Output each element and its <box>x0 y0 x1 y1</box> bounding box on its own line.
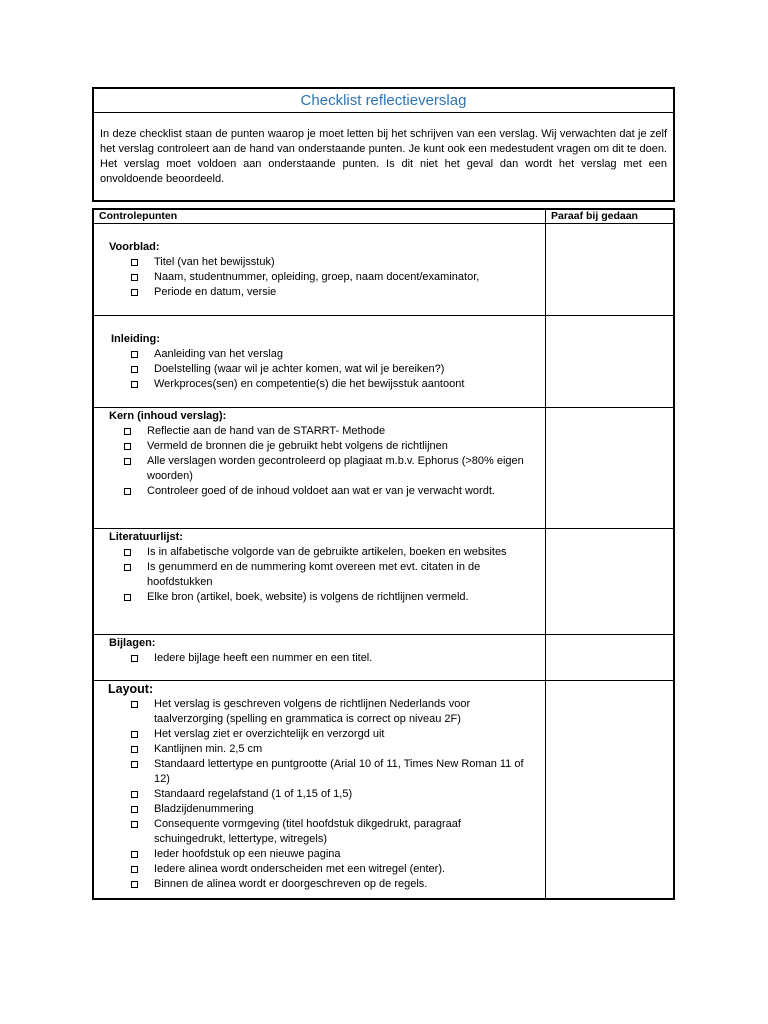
checklist-item <box>94 802 545 817</box>
checklist-item <box>94 560 545 590</box>
checklist-item <box>94 697 545 727</box>
checklist-item-label: Iedere alinea wordt onderscheiden met een witregel (enter). <box>154 863 446 875</box>
checkbox-icon[interactable] <box>131 289 138 296</box>
checkbox-icon[interactable] <box>124 443 131 450</box>
checklist-item-label: Naam, studentnummer, opleiding, groep, naam docent/examinator, <box>154 271 480 283</box>
checklist <box>94 651 545 666</box>
checklist-item-label: Is in alfabetische volgorde van de gebruikte artikelen, boeken en websites <box>147 546 507 558</box>
intro-text: In deze checklist staan de punten waarop je moet letten bij het schrijven van een verslag. Wij verwachten dat je zelf het verslag controleert aan de hand van onderstaande punten. Je kunt ook een medestudent vragen om dit te doen. Het verslag moet voldoen aan onderstaande punten. Is dit niet het geval dan wordt het verslag met een onvoldoende beoordeeld. <box>100 128 667 185</box>
checklist <box>94 424 545 499</box>
paraaf-cell[interactable] <box>546 224 675 316</box>
checkbox-icon[interactable] <box>131 746 138 753</box>
checklist <box>94 545 545 605</box>
checkbox-icon[interactable] <box>131 761 138 768</box>
checklist-item-label: Periode en datum, versie <box>154 286 277 298</box>
checkbox-icon[interactable] <box>131 851 138 858</box>
checklist-item <box>94 590 545 605</box>
controlepunten-cell <box>93 224 546 316</box>
checklist-item <box>94 727 545 742</box>
section-row-inleiding <box>93 316 674 408</box>
checklist-item-label: Iedere bijlage heeft een nummer en een titel. <box>154 652 373 664</box>
table-header-row <box>93 209 674 224</box>
checkbox-icon[interactable] <box>131 806 138 813</box>
paraaf-cell[interactable] <box>546 316 675 408</box>
section-title: Kern (inhoud verslag): <box>109 410 227 422</box>
checklist-item <box>94 847 545 862</box>
checklist-item-label: Alle verslagen worden gecontroleerd op plagiaat m.b.v. Ephorus (>80% eigen woorden) <box>147 455 524 482</box>
checklist-item <box>94 877 545 892</box>
checklist-item <box>94 862 545 877</box>
checklist-item <box>94 377 545 392</box>
column-header-controlepunten: Controlepunten <box>93 209 546 224</box>
checklist <box>94 255 545 300</box>
checkbox-icon[interactable] <box>124 458 131 465</box>
checklist-item-label: Reflectie aan de hand van de STARRT- Methode <box>147 425 386 437</box>
checklist-item <box>94 454 545 484</box>
checkbox-icon[interactable] <box>124 594 131 601</box>
checklist-table <box>92 208 675 900</box>
paraaf-cell[interactable] <box>546 681 675 899</box>
controlepunten-cell <box>93 635 546 681</box>
checklist-item-label: Titel (van het bewijsstuk) <box>154 256 275 268</box>
checkbox-icon[interactable] <box>131 366 138 373</box>
checklist-item-label: Het verslag is geschreven volgens de richtlijnen Nederlands voor taalverzorging (spelling en grammatica is correct op niveau 2F) <box>154 698 471 725</box>
checklist-item-label: Het verslag ziet er overzichtelijk en verzorgd uit <box>154 728 385 740</box>
checklist-item <box>94 817 545 847</box>
section-row-bijlagen <box>93 635 674 681</box>
checklist-item-label: Doelstelling (waar wil je achter komen, wat wil je bereiken?) <box>154 363 445 375</box>
paraaf-cell[interactable] <box>546 635 675 681</box>
checklist-item-label: Standaard lettertype en puntgrootte (Arial 10 of 11, Times New Roman 11 of 12) <box>154 758 524 785</box>
section-row-layout <box>93 681 674 899</box>
checkbox-icon[interactable] <box>131 274 138 281</box>
checklist-item-label: Ieder hoofdstuk op een nieuwe pagina <box>154 848 341 860</box>
checkbox-icon[interactable] <box>124 428 131 435</box>
checkbox-icon[interactable] <box>131 701 138 708</box>
checkbox-icon[interactable] <box>131 259 138 266</box>
checkbox-icon[interactable] <box>124 564 131 571</box>
checklist <box>94 697 545 892</box>
checkbox-icon[interactable] <box>131 731 138 738</box>
checkbox-icon[interactable] <box>131 881 138 888</box>
checklist-item <box>94 787 545 802</box>
checklist-item <box>94 484 545 499</box>
checklist-item <box>94 362 545 377</box>
checklist-item <box>94 347 545 362</box>
controlepunten-cell <box>93 681 546 899</box>
checklist-item-label: Elke bron (artikel, boek, website) is volgens de richtlijnen vermeld. <box>147 591 469 603</box>
title-box <box>92 87 675 202</box>
controlepunten-cell <box>93 408 546 529</box>
checklist-item-label: Aanleiding van het verslag <box>154 348 284 360</box>
checklist <box>94 347 545 392</box>
checklist-item <box>94 439 545 454</box>
checklist-item <box>94 742 545 757</box>
checklist-item <box>94 757 545 787</box>
checklist-item-label: Controleer goed of de inhoud voldoet aan wat er van je verwacht wordt. <box>147 485 495 497</box>
checklist-item <box>94 424 545 439</box>
checklist-item-label: Vermeld de bronnen die je gebruikt hebt volgens de richtlijnen <box>147 440 448 452</box>
checkbox-icon[interactable] <box>131 655 138 662</box>
checkbox-icon[interactable] <box>131 866 138 873</box>
checkbox-icon[interactable] <box>131 791 138 798</box>
document-page <box>92 87 675 900</box>
checkbox-icon[interactable] <box>124 488 131 495</box>
checkbox-icon[interactable] <box>124 549 131 556</box>
section-title: Literatuurlijst: <box>109 531 183 543</box>
checklist-item-label: Consequente vormgeving (titel hoofdstuk dikgedrukt, paragraaf schuingedrukt, lettertype, witregels) <box>154 818 461 845</box>
controlepunten-cell <box>93 316 546 408</box>
checkbox-icon[interactable] <box>131 351 138 358</box>
checklist-item <box>94 285 545 300</box>
section-title: Voorblad: <box>109 241 160 253</box>
checklist-item-label: Standaard regelafstand (1 of 1,15 of 1,5) <box>154 788 353 800</box>
page-title: Checklist reflectieverslag <box>300 92 467 109</box>
paraaf-cell[interactable] <box>546 529 675 635</box>
checklist-item-label: Werkproces(sen) en competentie(s) die het bewijsstuk aantoont <box>154 378 465 390</box>
checklist-item-label: Binnen de alinea wordt er doorgeschreven op de regels. <box>154 878 428 890</box>
checklist-item <box>94 651 545 666</box>
checklist-item <box>94 545 545 560</box>
checklist-item <box>94 255 545 270</box>
section-title: Bijlagen: <box>109 637 156 649</box>
checklist-item-label: Kantlijnen min. 2,5 cm <box>154 743 263 755</box>
checkbox-icon[interactable] <box>131 821 138 828</box>
paraaf-cell[interactable] <box>546 408 675 529</box>
controlepunten-cell <box>93 529 546 635</box>
checkbox-icon[interactable] <box>131 381 138 388</box>
checklist-item <box>94 270 545 285</box>
column-header-paraaf: Paraaf bij gedaan <box>546 209 675 224</box>
checklist-item-label: Is genummerd en de nummering komt overeen met evt. citaten in de hoofdstukken <box>147 561 481 588</box>
section-title: Layout: <box>108 682 154 696</box>
section-title: Inleiding: <box>111 333 160 345</box>
section-row-kern <box>93 408 674 529</box>
section-row-literatuurlijst <box>93 529 674 635</box>
section-row-voorblad <box>93 224 674 316</box>
checklist-item-label: Bladzijdenummering <box>154 803 254 815</box>
